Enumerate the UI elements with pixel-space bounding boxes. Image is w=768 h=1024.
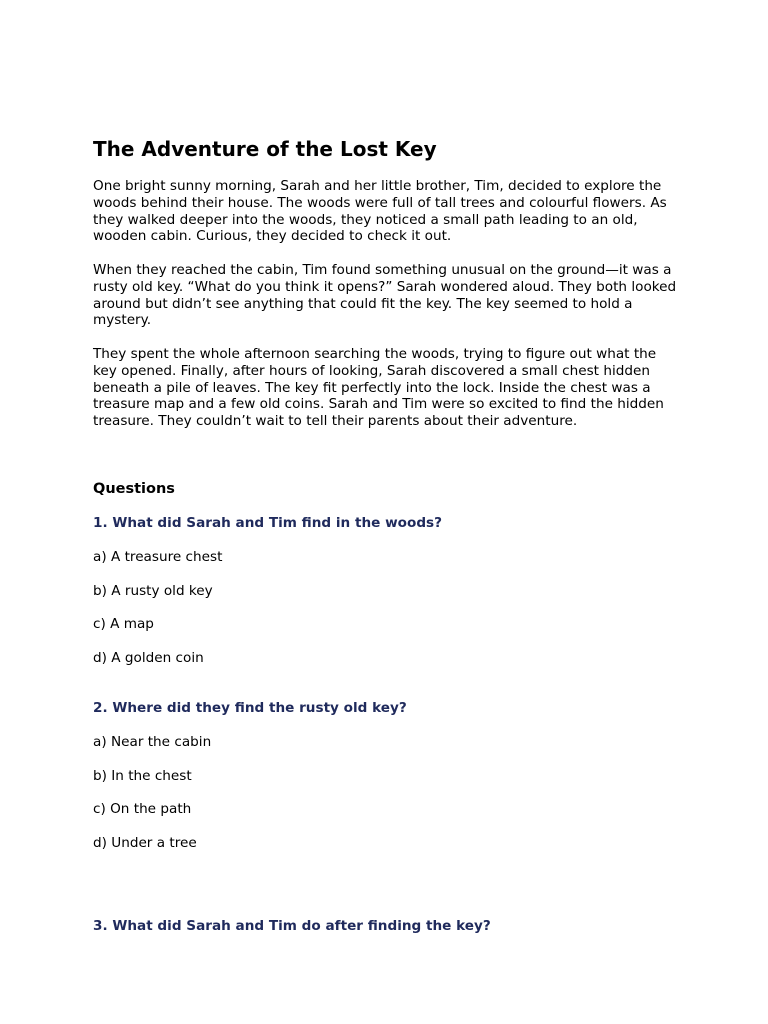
question-2-option-d: d) Under a tree bbox=[93, 835, 197, 851]
story-paragraph-1: One bright sunny morning, Sarah and her little brother, Tim, decided to explore the woods behind their house. The woods were full of tall trees and colourful flowers. As they walked deeper into the woods, they noticed a small path leading to an old, wooden cabin. Curious, they decided to check it out. bbox=[93, 178, 667, 245]
story-paragraph-2: When they reached the cabin, Tim found something unusual on the ground—it was a rusty old key. “What do you think it opens?” Sarah wondered aloud. They both looked around but didn’t see anything that could fit the key. The key seemed to hold a mystery. bbox=[93, 262, 677, 329]
document-title: The Adventure of the Lost Key bbox=[93, 137, 437, 161]
question-1: 1. What did Sarah and Tim find in the woods? bbox=[93, 515, 443, 531]
questions-heading: Questions bbox=[93, 481, 175, 497]
question-1-option-a: a) A treasure chest bbox=[93, 549, 223, 565]
question-1-option-d: d) A golden coin bbox=[93, 650, 204, 666]
story-paragraph-3: They spent the whole afternoon searching the woods, trying to figure out what the key opened. Finally, after hours of looking, Sarah discovered a small chest hidden beneath a pile of leaves. The key fit perfectly into the lock. Inside the chest was a treasure map and a few old coins. Sarah and Tim were so excited to find the hidden treasure. They couldn’t wait to tell their parents about their adventure. bbox=[93, 346, 664, 430]
question-1-option-b: b) A rusty old key bbox=[93, 583, 213, 599]
question-3: 3. What did Sarah and Tim do after finding the key? bbox=[93, 918, 491, 934]
question-2: 2. Where did they find the rusty old key? bbox=[93, 700, 407, 716]
question-2-option-b: b) In the chest bbox=[93, 768, 192, 784]
question-1-option-c: c) A map bbox=[93, 616, 154, 632]
question-2-option-a: a) Near the cabin bbox=[93, 734, 212, 750]
question-2-option-c: c) On the path bbox=[93, 801, 192, 817]
